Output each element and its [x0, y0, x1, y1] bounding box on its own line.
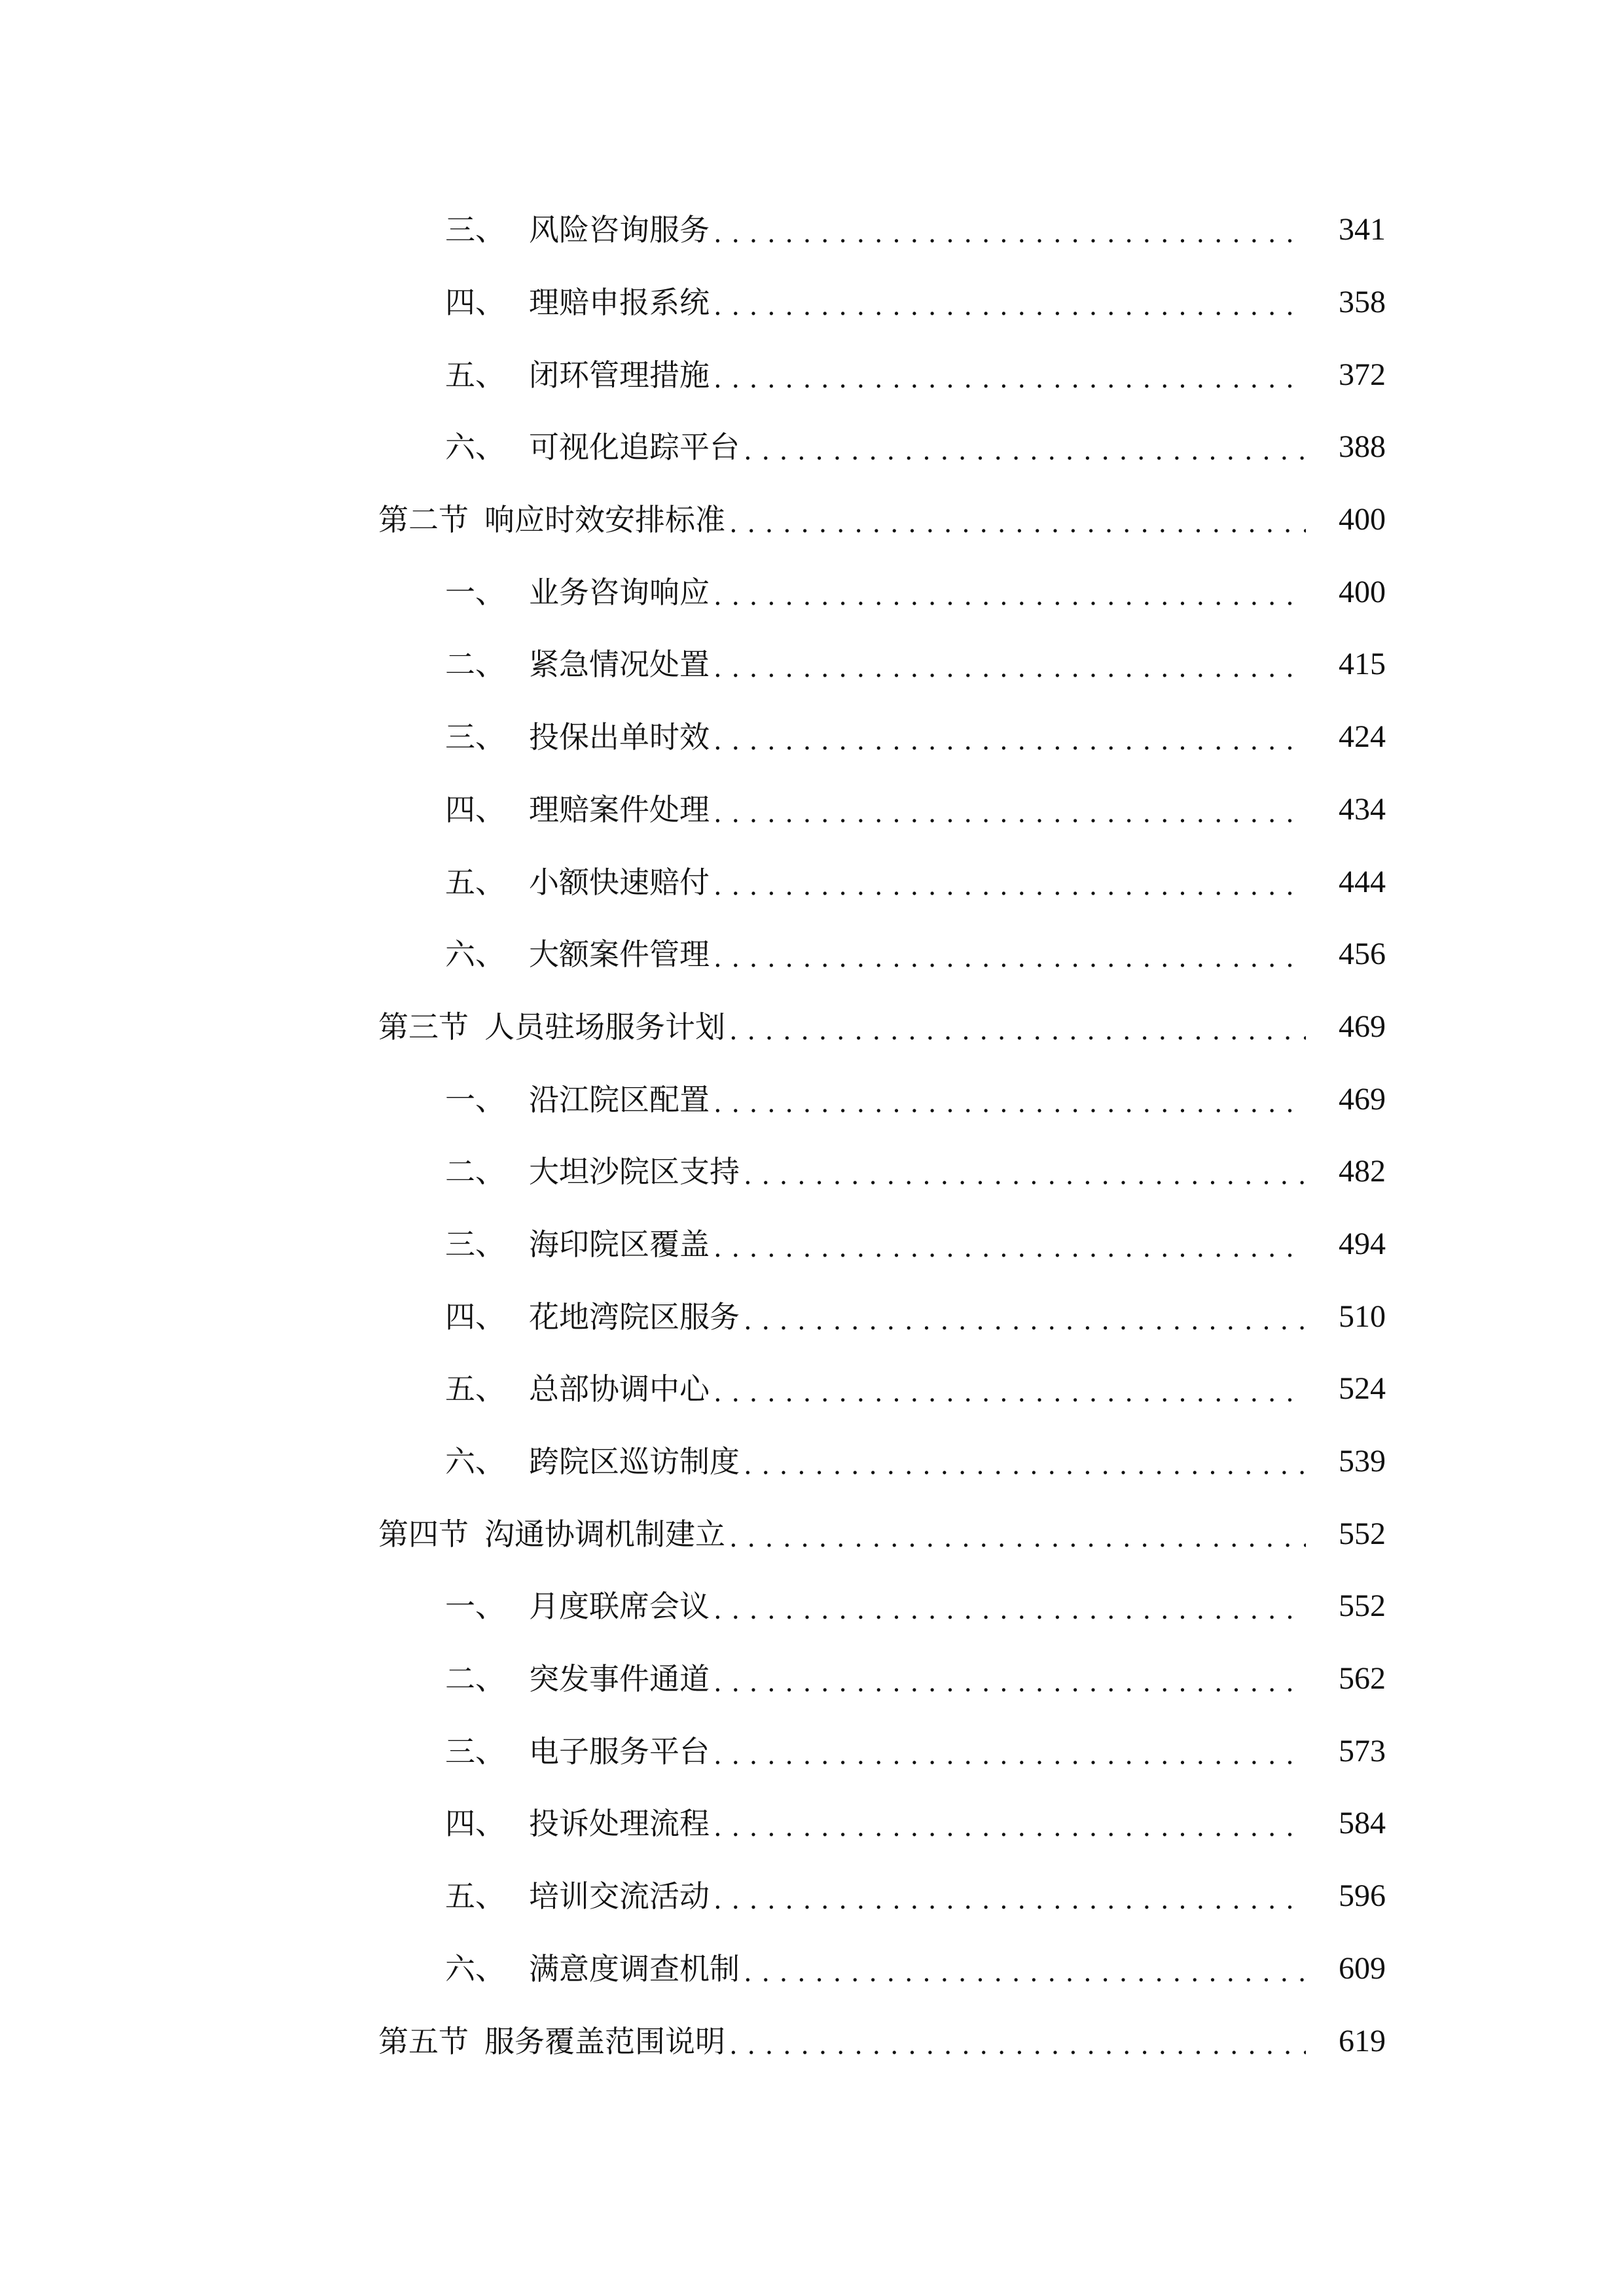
dot-leader [713, 1064, 1306, 1136]
dot-leader [713, 628, 1306, 700]
toc-entry-title: 电子服务平台 [529, 1733, 710, 1769]
toc-entry-number: 一、 [445, 1081, 505, 1117]
toc-page-number: 456 [1339, 937, 1386, 972]
toc-page-number: 584 [1339, 1806, 1386, 1841]
dot-leader [744, 1281, 1306, 1353]
toc-page-number: 358 [1339, 285, 1386, 320]
toc-entry-title: 投保出单时效 [529, 719, 710, 755]
toc-page-number: 482 [1339, 1154, 1386, 1189]
toc-item-entry[interactable] [0, 628, 1624, 701]
toc-entry-title: 大坦沙院区支持 [529, 1154, 740, 1190]
toc-page-number: 596 [1339, 1878, 1386, 1914]
toc-item-entry[interactable] [0, 1136, 1624, 1208]
toc-entry-number: 六、 [445, 937, 505, 973]
dot-leader [713, 774, 1306, 846]
dot-leader [713, 1570, 1306, 1642]
dot-leader [713, 194, 1306, 266]
toc-entry-number: 四、 [445, 285, 505, 321]
toc-entry-number: 第四节 [378, 1516, 469, 1552]
toc-entry-title: 投诉处理流程 [529, 1806, 710, 1842]
toc-entry-title: 海印院区覆盖 [529, 1226, 710, 1262]
toc-page-number: 388 [1339, 429, 1386, 465]
toc-item-entry[interactable] [0, 1280, 1624, 1353]
toc-page-number: 341 [1339, 212, 1386, 247]
dot-leader [713, 1208, 1306, 1280]
toc-entry-title: 沟通协调机制建立 [484, 1516, 725, 1552]
dot-leader [713, 339, 1306, 411]
toc-entry-title: 闭环管理措施 [529, 357, 710, 393]
toc-entry-title: 花地湾院区服务 [529, 1299, 740, 1335]
toc-page-number: 562 [1339, 1661, 1386, 1696]
toc-entry-title: 响应时效安排标准 [484, 502, 725, 538]
toc-entry-title: 大额案件管理 [529, 937, 710, 973]
dot-leader [713, 701, 1306, 773]
toc-item-entry[interactable] [0, 1715, 1624, 1787]
toc-entry-number: 五、 [445, 1878, 505, 1914]
toc-entry-title: 人员驻场服务计划 [484, 1009, 725, 1045]
toc-item-entry[interactable] [0, 846, 1624, 918]
toc-entry-number: 四、 [445, 1299, 505, 1335]
toc-item-entry[interactable] [0, 1933, 1624, 2005]
dot-leader [713, 556, 1306, 628]
toc-entry-title: 可视化追踪平台 [529, 429, 740, 465]
toc-item-entry[interactable] [0, 338, 1624, 411]
toc-entry-number: 三、 [445, 1226, 505, 1262]
toc-entry-number: 第二节 [378, 502, 469, 538]
toc-entry-title: 满意度调查机制 [529, 1950, 740, 1986]
toc-entry-title: 理赔案件处理 [529, 791, 710, 827]
toc-entry-title: 业务咨询响应 [529, 574, 710, 610]
toc-page-number: 510 [1339, 1299, 1386, 1334]
dot-leader [713, 1715, 1306, 1787]
toc-entry-number: 五、 [445, 864, 505, 900]
toc-page-number: 415 [1339, 647, 1386, 682]
toc-entry-title: 总部协调中心 [529, 1371, 710, 1407]
toc-entry-number: 第三节 [378, 1009, 469, 1045]
toc-page-number: 524 [1339, 1371, 1386, 1407]
dot-leader [713, 846, 1306, 918]
dot-leader [744, 1136, 1306, 1208]
toc-entry-title: 服务覆盖范围说明 [484, 2023, 725, 2059]
toc-page-number: 434 [1339, 791, 1386, 827]
toc-entry-number: 六、 [445, 1950, 505, 1986]
toc-item-entry[interactable] [0, 1353, 1624, 1426]
toc-page-number: 619 [1339, 2023, 1386, 2058]
toc-page-number: 494 [1339, 1226, 1386, 1261]
toc-item-entry[interactable] [0, 918, 1624, 991]
toc-page-number: 469 [1339, 1081, 1386, 1117]
toc-item-entry[interactable] [0, 411, 1624, 484]
toc-page-number: 552 [1339, 1516, 1386, 1551]
toc-entry-number: 一、 [445, 574, 505, 610]
dot-leader [713, 1353, 1306, 1425]
toc-item-entry[interactable] [0, 1787, 1624, 1860]
toc-entry-title: 沿江院区配置 [529, 1081, 710, 1117]
dot-leader [729, 991, 1306, 1063]
toc-entry-title: 理赔申报系统 [529, 285, 710, 321]
toc-page-number: 609 [1339, 1950, 1386, 1986]
toc-entry-title: 小额快速赔付 [529, 864, 710, 900]
toc-entry-number: 二、 [445, 647, 505, 683]
toc-entry-title: 紧急情况处置 [529, 647, 710, 683]
toc-section-entry[interactable] [0, 991, 1624, 1064]
toc-item-entry[interactable] [0, 1426, 1624, 1498]
toc-entry-number: 一、 [445, 1588, 505, 1624]
toc-section-entry[interactable] [0, 1498, 1624, 1570]
toc-entry-number: 四、 [445, 1806, 505, 1842]
dot-leader [713, 1860, 1306, 1932]
toc-page-number: 539 [1339, 1444, 1386, 1479]
toc-entry-number: 五、 [445, 357, 505, 393]
toc-item-entry[interactable] [0, 1570, 1624, 1643]
toc-entry-title: 跨院区巡访制度 [529, 1444, 740, 1480]
toc-page-number: 573 [1339, 1733, 1386, 1768]
dot-leader [729, 484, 1306, 556]
toc-entry-number: 二、 [445, 1661, 505, 1697]
toc-entry-title: 风险咨询服务 [529, 212, 710, 248]
toc-item-entry[interactable] [0, 1643, 1624, 1715]
dot-leader [744, 1933, 1306, 2005]
toc-item-entry[interactable] [0, 556, 1624, 628]
toc-entry-number: 三、 [445, 719, 505, 755]
toc-item-entry[interactable] [0, 701, 1624, 774]
toc-entry-number: 六、 [445, 1444, 505, 1480]
toc-section-entry[interactable] [0, 2005, 1624, 2077]
toc-item-entry[interactable] [0, 1063, 1624, 1136]
toc-page-number: 469 [1339, 1009, 1386, 1044]
dot-leader [713, 266, 1306, 338]
toc-entry-number: 二、 [445, 1154, 505, 1190]
dot-leader [729, 1498, 1306, 1570]
toc-entry-number: 三、 [445, 1733, 505, 1769]
toc-entry-number: 六、 [445, 429, 505, 465]
toc-page-number: 552 [1339, 1588, 1386, 1624]
toc-section-entry[interactable] [0, 484, 1624, 556]
toc-page-number: 400 [1339, 574, 1386, 609]
dot-leader [713, 1787, 1306, 1859]
toc-item-entry[interactable] [0, 194, 1624, 266]
dot-leader [713, 918, 1306, 990]
toc-item-entry[interactable] [0, 1860, 1624, 1933]
toc-entry-title: 月度联席会议 [529, 1588, 710, 1624]
toc-entry-number: 三、 [445, 212, 505, 248]
dot-leader [744, 411, 1306, 483]
toc-entry-number: 四、 [445, 791, 505, 827]
toc-item-entry[interactable] [0, 266, 1624, 339]
toc-page-number: 444 [1339, 864, 1386, 899]
toc-page-number: 424 [1339, 719, 1386, 755]
table-of-contents [0, 194, 1624, 2077]
toc-entry-title: 培训交流活动 [529, 1878, 710, 1914]
dot-leader [744, 1426, 1306, 1498]
toc-item-entry[interactable] [0, 774, 1624, 846]
dot-leader [729, 2005, 1306, 2077]
toc-item-entry[interactable] [0, 1208, 1624, 1281]
toc-entry-title: 突发事件通道 [529, 1661, 710, 1697]
toc-page-number: 372 [1339, 357, 1386, 392]
toc-page-number: 400 [1339, 502, 1386, 537]
dot-leader [713, 1643, 1306, 1715]
toc-entry-number: 第五节 [378, 2023, 469, 2059]
toc-entry-number: 五、 [445, 1371, 505, 1407]
